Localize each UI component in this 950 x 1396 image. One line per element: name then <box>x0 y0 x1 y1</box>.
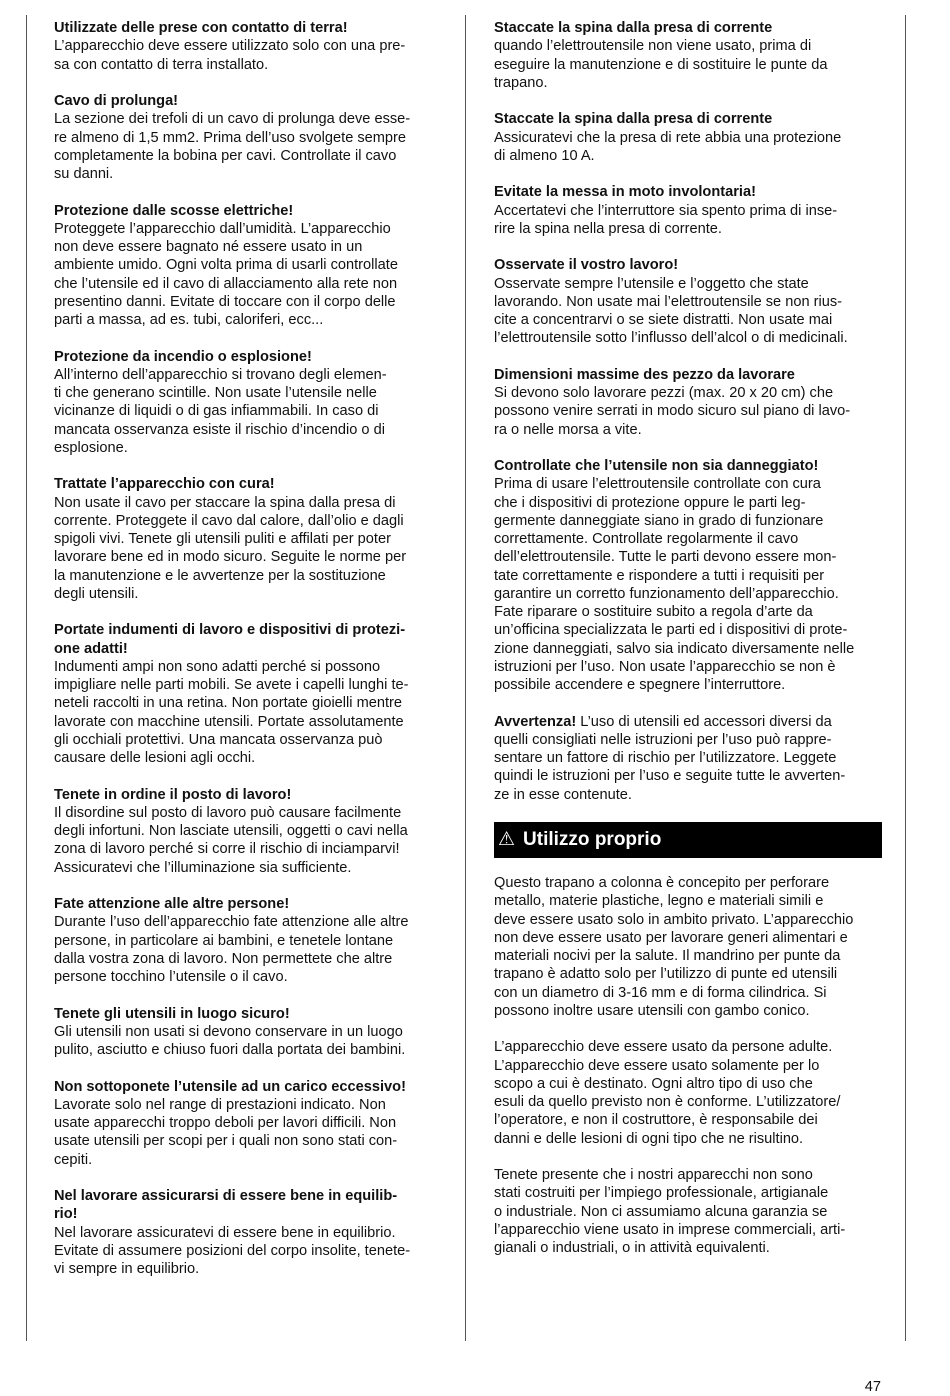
safety-text: Proteggete l’apparecchio dall’umidità. L’apparecchio non deve essere bagnato né essere usato in un ambiente umido. Ogni volta prima di usarli controllate che l’utensile ed il cavo di allacciamento alla rete non presentino danni. Evitate di toccare con il corpo delle parti a massa, ad es. tubi, caloriferi, ecc... <box>54 220 398 328</box>
safety-text: Durante l’uso dell’apparecchio fate attenzione alle altre persone, in particolare ai bambini, e tenetele lontane dalla vostra zona di lavoro. Non permettete che altre persone tocchino l’utensile o il cavo. <box>54 914 409 985</box>
safety-heading: Trattate l’apparecchio con cura! <box>54 476 275 493</box>
safety-text: Lavorate solo nel range di prestazioni indicato. Non usate apparecchi troppo deboli per lavori difficili. Non usate utensili per scopi per i quali non sono stati con- cepiti. <box>54 1096 398 1168</box>
safety-block <box>54 202 439 330</box>
safety-heading: Tenete in ordine il posto di lavoro! <box>54 786 292 803</box>
safety-heading: Protezione dalle scosse elettriche! <box>54 202 294 219</box>
safety-text: Non usate il cavo per staccare la spina dalla presa di corrente. Proteggete il cavo dal calore, dall’olio e dagli spigoli vivi. Tenete gli utensili puliti e affilati per poter lavorare bene ed in modo sicuro. Seguite le norme per la manutenzione e le avvertenze per la sostituzione degli utensili. <box>54 494 407 602</box>
section-title: Utilizzo proprio <box>523 828 662 850</box>
safety-block <box>54 19 439 74</box>
safety-heading: Tenete gli utensili in luogo sicuro! <box>54 1005 290 1022</box>
safety-text: L’apparecchio deve essere utilizzato solo con una pre- sa con contatto di terra installato. <box>54 38 406 73</box>
safety-block <box>54 475 439 603</box>
warning-icon: ⚠ <box>498 828 516 850</box>
safety-text: quando l’elettroutensile non viene usato, prima di eseguire la manutenzione e di sostituire le punte da trapano. <box>494 38 828 91</box>
warning-paragraph <box>494 713 882 804</box>
warning-text: L’uso di utensili ed accessori diversi da quelli consigliati nelle istruzioni per l’uso può rappre- sentare un fattore di rischio per l’utilizzatore. Leggete quindi le istruzioni per l’uso e seguite tutte le avverten- ze in esse contenute. <box>494 713 846 803</box>
safety-text: Prima di usare l’elettroutensile controllate con cura che i dispositivi di protezione oppure le parti leg- germente danneggiate siano in grado di funzionare correttamente. Controllate regolarmente il cavo dell’elettroutensile. Tutte le parti devono essere mon- tate correttamente e rispondere a tutti i requisiti per garantire un corretto funzionamento dell’apparecchio. Fate riparare o sostituire subito a regola d’arte da un’officina specializzata le parti ed i dispositivi di prote- zione danneggiati, salvo sia indicato diversamente nelle istruzioni per l’uso. Non usate l’apparecchio se non è possibile accendere e spegnere l’interruttore. <box>494 476 855 693</box>
safety-block <box>54 621 439 767</box>
safety-text: Nel lavorare assicuratevi di essere bene in equilibrio. Evitate di assumere posizioni del corpo insolite, tenete- vi sempre in equilibrio. <box>54 1224 411 1277</box>
left-column <box>54 19 439 1297</box>
safety-text: Si devono solo lavorare pezzi (max. 20 x 20 cm) che possono venire serrati in modo sicuro sul piano di lavo- ra o nelle morsa a vite. <box>494 385 851 438</box>
right-column <box>494 19 882 1276</box>
page-number: 47 <box>864 1379 881 1395</box>
safety-block <box>54 895 439 986</box>
warning-label: Avvertenza! <box>494 713 577 730</box>
section-banner <box>494 822 882 858</box>
safety-block <box>54 1078 439 1169</box>
safety-heading: Cavo di prolunga! <box>54 93 179 109</box>
safety-block <box>54 348 439 458</box>
safety-block <box>54 786 439 877</box>
safety-text: Assicuratevi che la presa di rete abbia una protezione di almeno 10 A. <box>494 129 842 164</box>
safety-text: Accertatevi che l’interruttore sia spento prima di inse- rire la spina nella presa di corrente. <box>494 202 838 237</box>
safety-block <box>494 110 882 165</box>
safety-block <box>54 92 439 183</box>
safety-text: La sezione dei trefoli di un cavo di prolunga deve esse- re almeno di 1,5 mm2. Prima dell’uso svolgete sempre completamente la bobina per cavi. Controllate il cavo su danni. <box>54 111 411 182</box>
safety-text: Il disordine sul posto di lavoro può causare facilmente degli infortuni. Non lasciate utensili, oggetti o cavi nella zona di lavoro perché si corre il rischio di inciamparvi! Assicuratevi che l’illuminazione sia sufficiente. <box>54 804 408 876</box>
safety-block <box>494 19 882 92</box>
safety-text: Indumenti ampi non sono adatti perché si possono impigliare nelle parti mobili. Se avete i capelli lunghi te- neteli raccolti in una retina. Non portate gioielli mentre lavorate con macchine utensili. Portate assolutamente gli occhiali protettivi. Una mancata osservanza può causare delle lesioni agli occhi. <box>54 658 409 766</box>
safety-block <box>494 457 882 694</box>
safety-heading: Protezione da incendio o esplosione! <box>54 348 312 365</box>
safety-block <box>54 1187 439 1278</box>
safety-heading: Osservate il vostro lavoro! <box>494 257 679 274</box>
safety-block <box>54 1005 439 1060</box>
safety-heading: Evitate la messa in moto involontaria! <box>494 184 756 201</box>
left-margin-rule <box>26 15 27 1341</box>
safety-heading: Staccate la spina dalla presa di corrente <box>494 111 773 128</box>
safety-text: Gli utensili non usati si devono conservare in un luogo pulito, asciutto e chiuso fuori dalla portata dei bambini. <box>54 1023 406 1058</box>
safety-heading: Non sottoponete l’utensile ad un carico eccessivo! <box>54 1078 406 1095</box>
safety-block <box>494 366 882 439</box>
safety-heading: Fate attenzione alle altre persone! <box>54 896 290 912</box>
safety-heading: Controllate che l’utensile non sia danneggiato! <box>494 458 819 474</box>
safety-text: Osservate sempre l’utensile e l’oggetto che state lavorando. Non usate mai l’elettroutensile se non rius- cite a concentrarvi o se siete distratti. Non usate mai l’elettroutensile sotto l’influsso dell’alcol o di medicinali. <box>494 275 848 347</box>
safety-block <box>494 256 882 347</box>
safety-heading: Portate indumenti di lavoro e dispositivi di protezi- one adatti! <box>54 622 406 657</box>
center-column-rule <box>465 15 466 1341</box>
body-paragraph: Questo trapano a colonna è concepito per perforare metallo, materie plastiche, legno e materiali simili e deve essere usato solo in ambito privato. L’apparecchio non deve essere usato per lavorare generi alimentari e materiali nocivi per la salute. Il mandrino per punte da trapano è adatto solo per l’utilizzo di punte ed utensili con un diametro di 3-16 mm e di forma cilindrica. Si possono inoltre usare utensili con gambo conico. <box>494 875 854 1019</box>
safety-heading: Dimensioni massime des pezzo da lavorare <box>494 366 795 383</box>
safety-heading: Staccate la spina dalla presa di corrente <box>494 20 773 36</box>
safety-heading: Utilizzate delle prese con contatto di terra! <box>54 20 348 36</box>
right-margin-rule <box>905 15 906 1341</box>
safety-block <box>494 183 882 238</box>
body-paragraph: L’apparecchio deve essere usato da persone adulte. L’apparecchio deve essere usato solamente per lo scopo a cui è destinato. Ogni altro tipo di uso che esuli da quello previsto non è conforme. L’utilizzatore/ l’operatore, e non il costruttore, è responsabile dei danni e delle lesioni di ogni tipo che ne risultino. <box>494 1039 841 1147</box>
safety-text: All’interno dell’apparecchio si trovano degli elemen- ti che generano scintille. Non usate l’utensile nelle vicinanze di liquidi o di gas infiammabili. In caso di mancata osservanza esiste il rischio d’incendio o di esplosione. <box>54 366 387 456</box>
body-paragraph: Tenete presente che i nostri apparecchi non sono stati costruiti per l’impiego professionale, artigianale o industriale. Non ci assumiamo alcuna garanzia se l’apparecchio viene usato in imprese commerciali, arti- gianali o industriali, o in attività equivalenti. <box>494 1167 846 1256</box>
safety-heading: Nel lavorare assicurarsi di essere bene in equilib- rio! <box>54 1188 398 1223</box>
